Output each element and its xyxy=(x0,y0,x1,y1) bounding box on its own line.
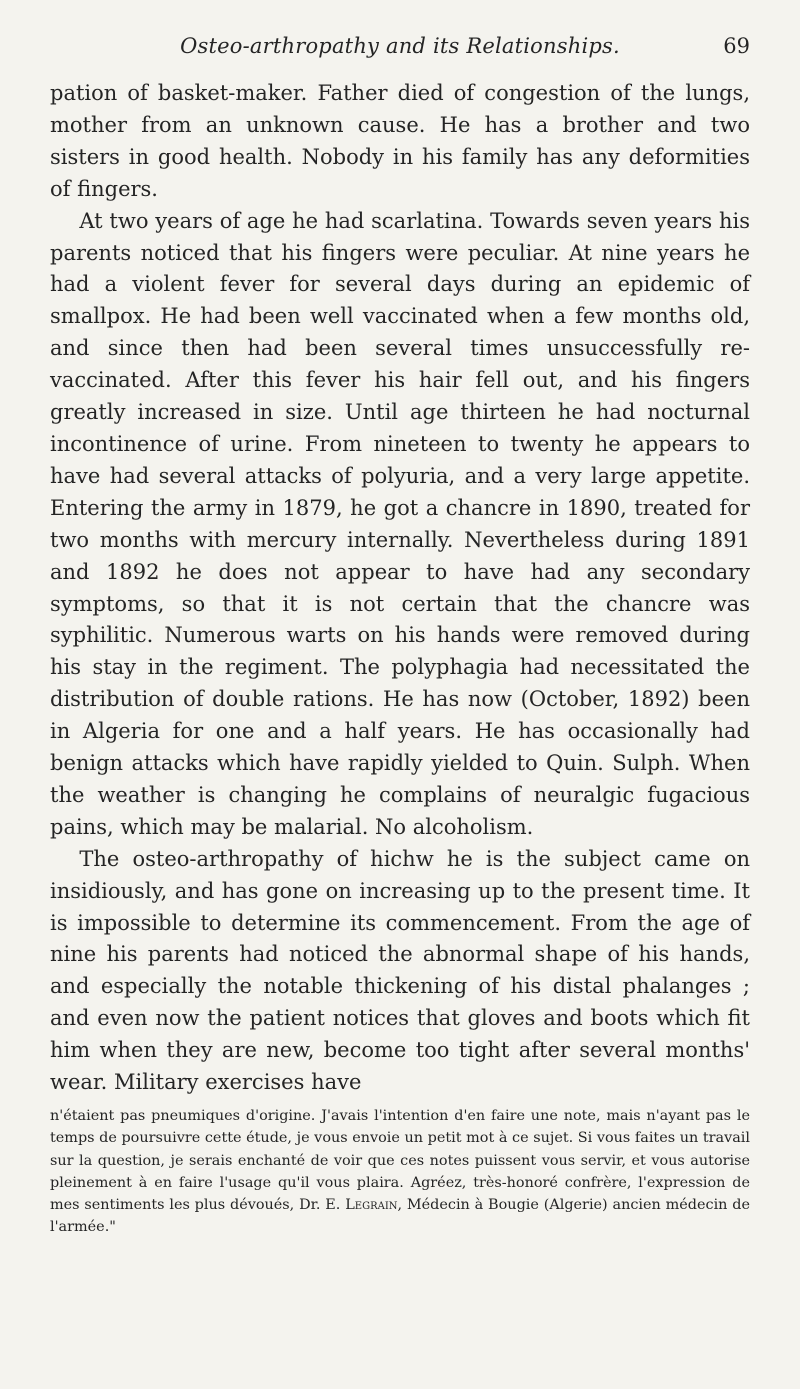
paragraph-medical-history: At two years of age he had scarlatina. Towards seven years his parents noticed that his fingers were peculiar. At nine years he had a violent fever for several days during an epidemic of smallpox. He had been well vaccinated when a few months old, and since then had been several times unsuccessfully re-vaccinated. After this fever his hair fell out, and his fingers greatly increased in size. Until age thirteen he had nocturnal incontinence of urine. From nineteen to twenty he appears to have had several attacks of polyuria, and a very large appetite. Entering the army in 1879, he got a chancre in 1890, treated for two months with mercury internally. Nevertheless during 1891 and 1892 he does not appear to have had any secondary symptoms, so that it is not certain that the chancre was syphilitic. Numerous warts on his hands were removed during his stay in the regiment. The polyphagia had necessitated the distribution of double rations. He has now (October, 1892) been in Algeria for one and a half years. He has occasionally had benign attacks which have rapidly yielded to Quin. Sulph. When the weather is changing he complains of neuralgic fugacious pains, which may be malarial. No alcoholism. xyxy=(50,208,750,839)
paragraph-family-history: pation of basket-maker. Father died of congestion of the lungs, mother from an unknown cause. He has a brother and two sisters in good health. Nobody in his family has any deformities of fingers. xyxy=(50,81,750,201)
paragraph-osteo-arthropathy: The osteo-arthropathy of hichw he is the subject came on insidiously, and has gone on increasing up to the present time. It is impossible to determine its commencement. From the age of nine his parents had noticed the abnormal shape of his hands, and especially the notable thickening of his distal phalanges ; and even now the patient notices that gloves and boots which fit him when they are new, become too tight after several months' wear. Military exercises have xyxy=(50,846,750,1095)
page-number: 69 xyxy=(723,34,750,58)
running-head xyxy=(50,32,750,72)
footnote-signer-name: Legrain xyxy=(345,1197,398,1214)
body-text xyxy=(50,78,750,1099)
footnote-text xyxy=(50,1105,750,1239)
footnote-text-after-name: , Médecin à Bougie (Algerie) ancien médecin de l'armée." xyxy=(50,1197,750,1236)
running-title: Osteo-arthropathy and its Relationships. xyxy=(180,34,620,58)
footnote xyxy=(50,1105,750,1239)
footnote-text-before-name: n'étaient pas pneumiques d'origine. J'avais l'intention d'en faire une note, mais n'ayant pas le temps de poursuivre cette étude, je vous envoie un petit mot à ce sujet. Si vous faites un travail sur la question, je serais enchanté de voir que ces notes puissent vous servir, et vous autorise pleinement à en faire l'usage qu'il vous plaira. Agréez, très-honoré confrère, l'expression de mes sentiments les plus dévoués, Dr. E. xyxy=(50,1108,750,1214)
